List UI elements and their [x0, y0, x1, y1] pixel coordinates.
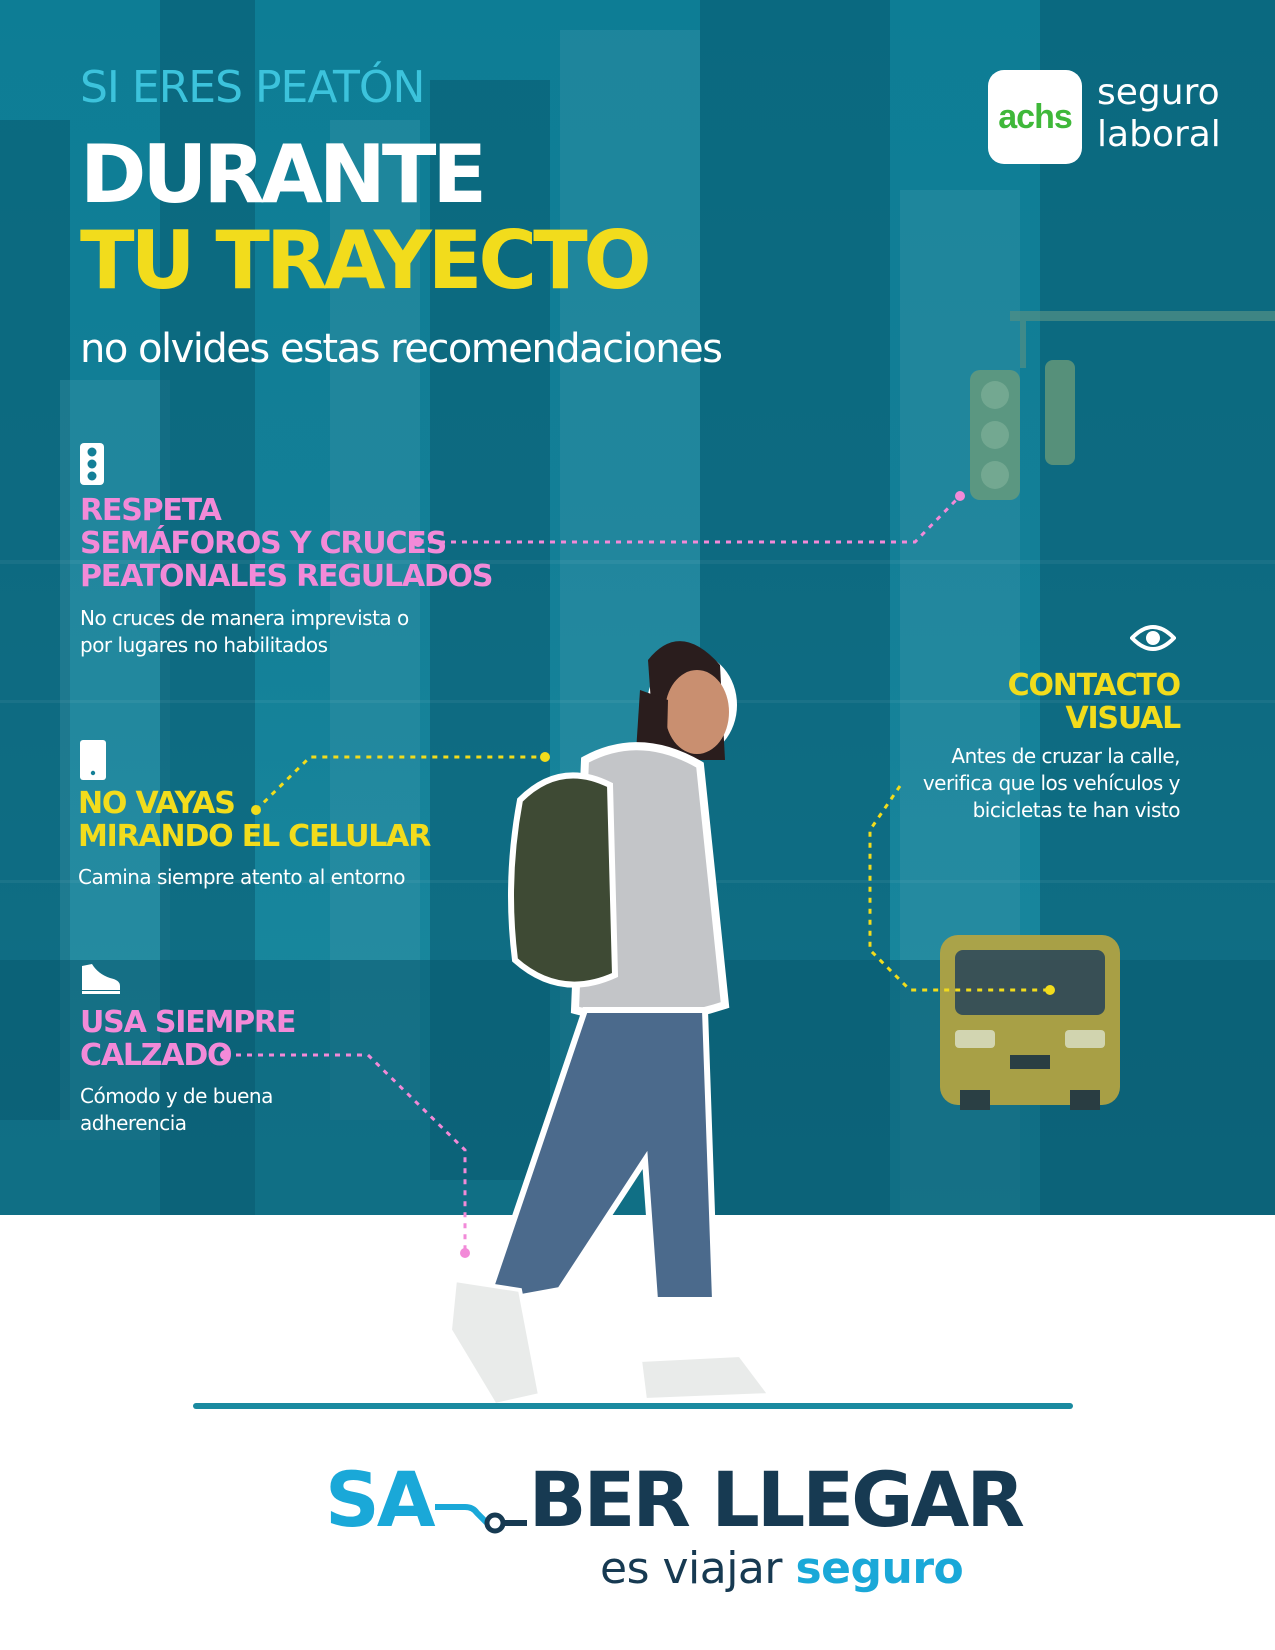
floor-line [193, 1403, 1073, 1409]
brand-title-part-1: SA [325, 1455, 433, 1544]
pedestrian-illustration [450, 641, 770, 1405]
achs-logo [988, 70, 1082, 164]
eye-icon [1130, 622, 1176, 654]
route-icon [431, 1475, 531, 1535]
tip-eye-desc: Antes de cruzar la calle, verifica que los vehículos y bicicletas te han visto [922, 744, 1180, 822]
logo-text [1097, 72, 1221, 156]
pretitle: SI ERES PEATÓN [80, 62, 425, 113]
connector-traffic-light [418, 496, 960, 542]
tip-traffic-title: RESPETA SEMÁFOROS Y CRUCES PEATONALES REGULADOS [80, 493, 493, 594]
subtitle: no olvides estas recomendaciones [80, 326, 722, 372]
phone-icon [80, 740, 106, 780]
traffic-light-icon [80, 443, 104, 485]
title-line-2: TU TRAYECTO [80, 214, 648, 307]
tip-phone-title: NO VAYAS MIRANDO EL CELULAR [78, 786, 431, 854]
logo-mark: achs [998, 97, 1072, 136]
tagline-part-1: es viajar [600, 1543, 796, 1594]
title-line-1: DURANTE [80, 128, 484, 221]
tip-shoe-desc: Cómodo y de buena adherencia [80, 1084, 273, 1135]
logo-line-2: laboral [1097, 114, 1221, 155]
tagline-part-2: seguro [795, 1543, 964, 1594]
brand-title-part-2: BER LLEGAR [528, 1455, 1022, 1544]
brand-tagline [600, 1543, 963, 1594]
logo-line-1: seguro [1097, 72, 1220, 113]
taxi-illustration [940, 935, 1120, 1110]
tip-shoe-title: USA SIEMPRE CALZADO [80, 1005, 296, 1073]
tip-traffic-desc: No cruces de manera imprevista o por lugares no habilitados [80, 606, 409, 657]
shoe-icon [80, 962, 122, 994]
brand-title [325, 1455, 1022, 1544]
traffic-light-illustration [970, 311, 1275, 500]
tip-phone-desc: Camina siempre atento al entorno [78, 865, 405, 889]
tip-eye-title: CONTACTO VISUAL [1007, 668, 1180, 736]
